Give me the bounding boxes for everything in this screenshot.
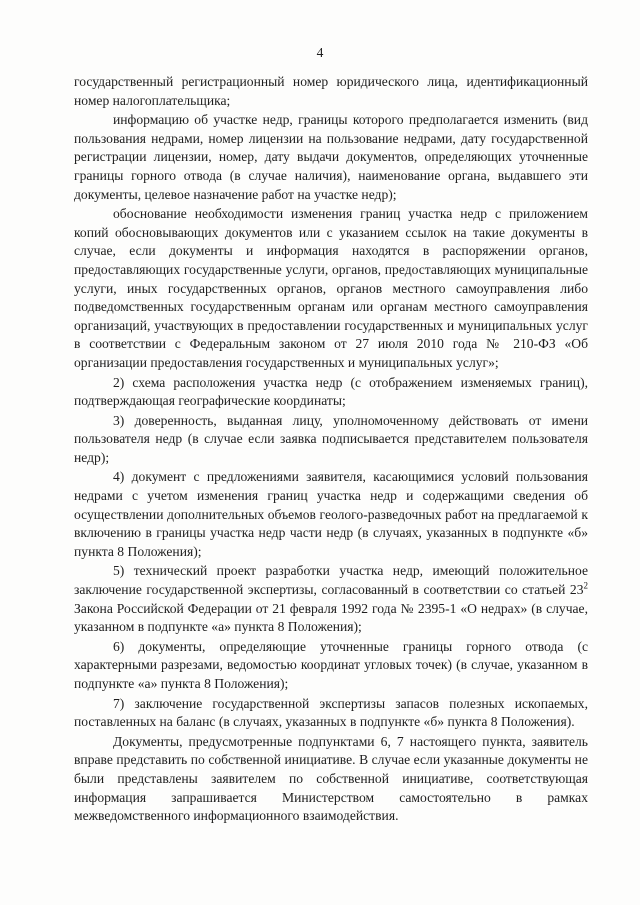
paragraph-justification: обоснование необходимости изменения границ участка недр с приложением копий обосновывающих документов или с указанием ссылок на такие документы в случае, если документы и информация находятся в распоряжении органов, предоставляющих государственные услуги, органов, предоставляющих муниципальные услуги, иных государственных органов, органов местного самоуправления либо подведомственных государственным органам или органам местного самоуправления организаций, участвующих в предоставлении государственных и муниципальных услуг в соответствии с Федеральным законом от 27 июля 2010 года № 210-ФЗ «Об организации предоставления государственных и муниципальных услуг»;	[74, 206, 588, 370]
paragraph-registration-number: государственный регистрационный номер юридического лица, идентификационный номер налогоплательщика;	[74, 74, 588, 108]
paragraph-item-2: 2) схема расположения участка недр (с отображением изменяемых границ), подтверждающая географические координаты;	[74, 374, 588, 409]
article-superscript: 2	[583, 580, 588, 591]
item-5-text-end: Закона Российской Федерации от 21 февраля 1992 года № 2395-1 «О недрах» (в случае, указанном в подпункте «а» пункта 8 Положения);	[74, 600, 588, 635]
paragraph-item-5	[74, 562, 588, 636]
paragraph-item-3: 3) доверенность, выданная лицу, уполномоченному действовать от имени пользователя недр (в случае если заявка подписывается представителем пользователя недр);	[74, 412, 588, 465]
paragraph-subsoil-info: информацию об участке недр, границы которого предполагается изменить (вид пользования недрами, номер лицензии на пользование недрами, дату государственной регистрации лицензии, номер, дату выдачи документов, определяющих уточненные границы горного отвода (в случае наличия), наименование органа, выдавшего эти документы, целевое назначение работ на участке недр);	[74, 112, 588, 202]
page-number: 4	[316, 45, 324, 60]
paragraph-item-6: 6) документы, определяющие уточненные границы горного отвода (с характерными разрезами, ведомостью координат угловых точек) (в случае, указанном в подпункте «а» пункта 8 Положения);	[74, 638, 588, 691]
paragraph-closing: Документы, предусмотренные подпунктами 6, 7 настоящего пункта, заявитель вправе представить по собственной инициативе. В случае если указанные документы не были представлены заявителем по собственной инициативе, соответствующая информация запрашивается Министерством самостоятельно в рамках межведомственного информационного взаимодействия.	[74, 733, 588, 824]
paragraph-item-7: 7) заключение государственной экспертизы запасов полезных ископаемых, поставленных на баланс (в случаях, указанных в подпункте «б» пункта 8 Положения).	[74, 695, 588, 730]
item-5-text-start: 5) технический проект разработки участка недр, имеющий положительное заключение государственной экспертизы, согласованный в соответствии со статьей 23	[74, 563, 588, 598]
paragraph-item-4: 4) документ с предложениями заявителя, касающимися условий пользования недрами с учетом изменения границ участка недр и содержащими сведения об осуществлении дополнительных объемов геолого-разведочных работ на предлагаемой к включению в границы участка недр части недр (в случаях, указанных в подпункте «б» пункта 8 Положения);	[74, 469, 588, 559]
document-body	[74, 73, 588, 826]
